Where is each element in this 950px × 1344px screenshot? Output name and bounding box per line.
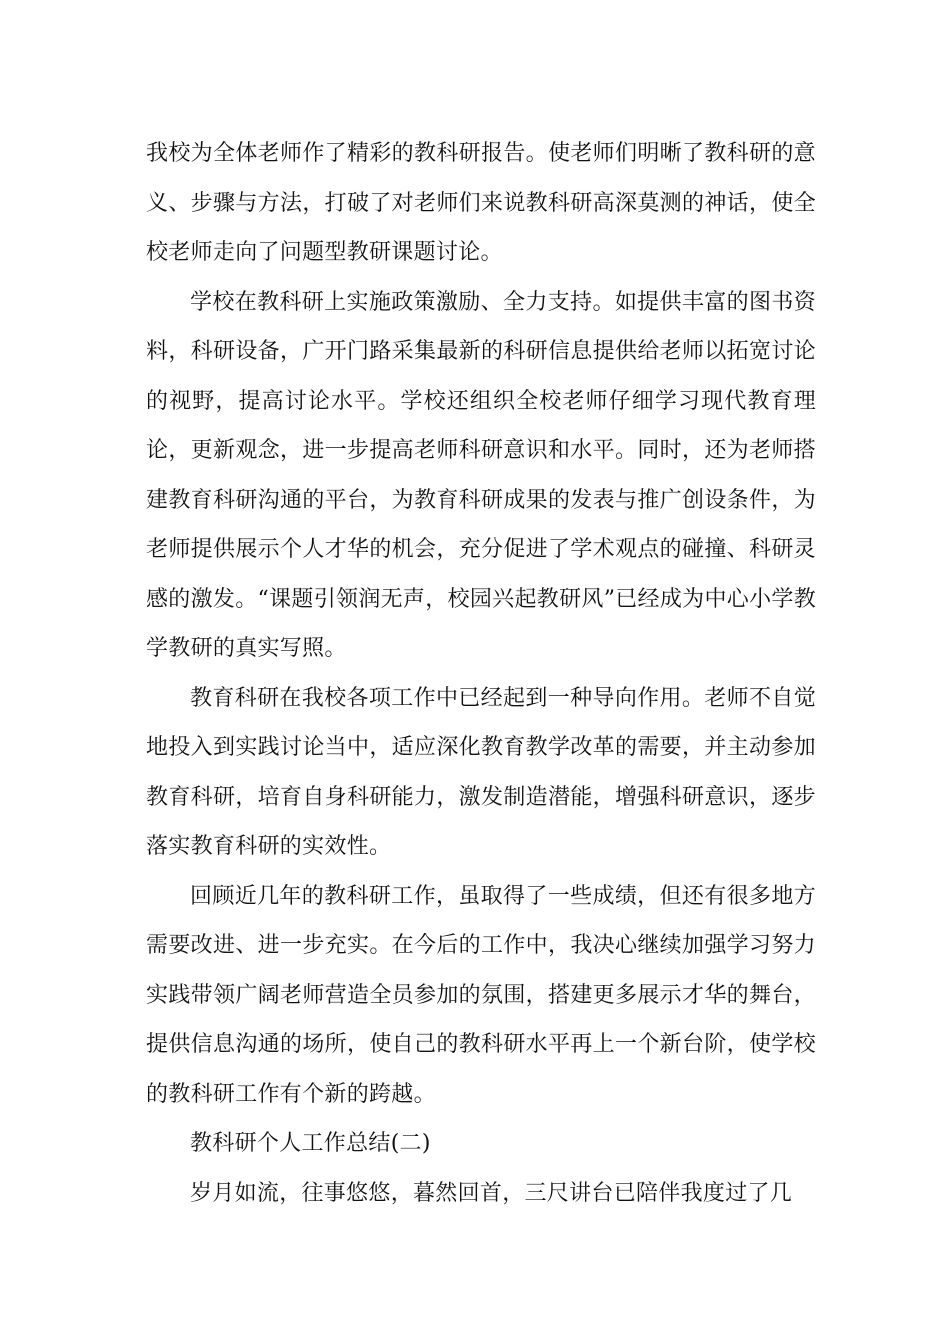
paragraph-review: 回顾近几年的教科研工作，虽取得了一些成绩，但还有很多地方需要改进、进一步充实。在今后的工作中，我决心继续加强学习努力实践带领广阔老师营造全员参加的氛围，搭建更多展示才华的舞台，提供信息沟通的场所，使自己的教科研水平再上一个新台阶，使学校的教科研工作有个新的跨越。 — [146, 883, 816, 1107]
paragraph-school-support: 学校在教科研上实施政策激励、全力支持。如提供丰富的图书资料，科研设备，广开门路采集最新的科研信息提供给老师以拓宽讨论的视野，提高讨论水平。学校还组织全校老师仔细学习现代教育理论，更新观念，进一步提高老师科研意识和水平。同时，还为老师搭建教育科研沟通的平台，为教育科研成果的发表与推广创设条件，为老师提供展示个人才华的机会，充分促进了学术观点的碰撞、科研灵感的激发。“课题引领润无声，校园兴起教研风”已经成为中心小学教学教研的真实写照。 — [146, 289, 816, 661]
paragraph-continuation: 我校为全体老师作了精彩的教科研报告。使老师们明晰了教科研的意义、步骤与方法，打破了对老师们来说教科研高深莫测的神话，使全校老师走向了问题型教研课题讨论。 — [146, 141, 816, 265]
paragraph-new-section-start: 岁月如流，往事悠悠，暮然回首，三尺讲台已陪伴我度过了几 — [190, 1180, 793, 1206]
document-body — [146, 129, 816, 1218]
paragraph-research-guidance: 教育科研在我校各项工作中已经起到一种导向作用。老师不自觉地投入到实践讨论当中，适应深化教育教学改革的需要，并主动参加教育科研，培育自身科研能力，激发制造潜能，增强科研意识，逐步落实教育科研的实效性。 — [146, 685, 816, 859]
section-heading: 教科研个人工作总结(二) — [190, 1131, 431, 1156]
